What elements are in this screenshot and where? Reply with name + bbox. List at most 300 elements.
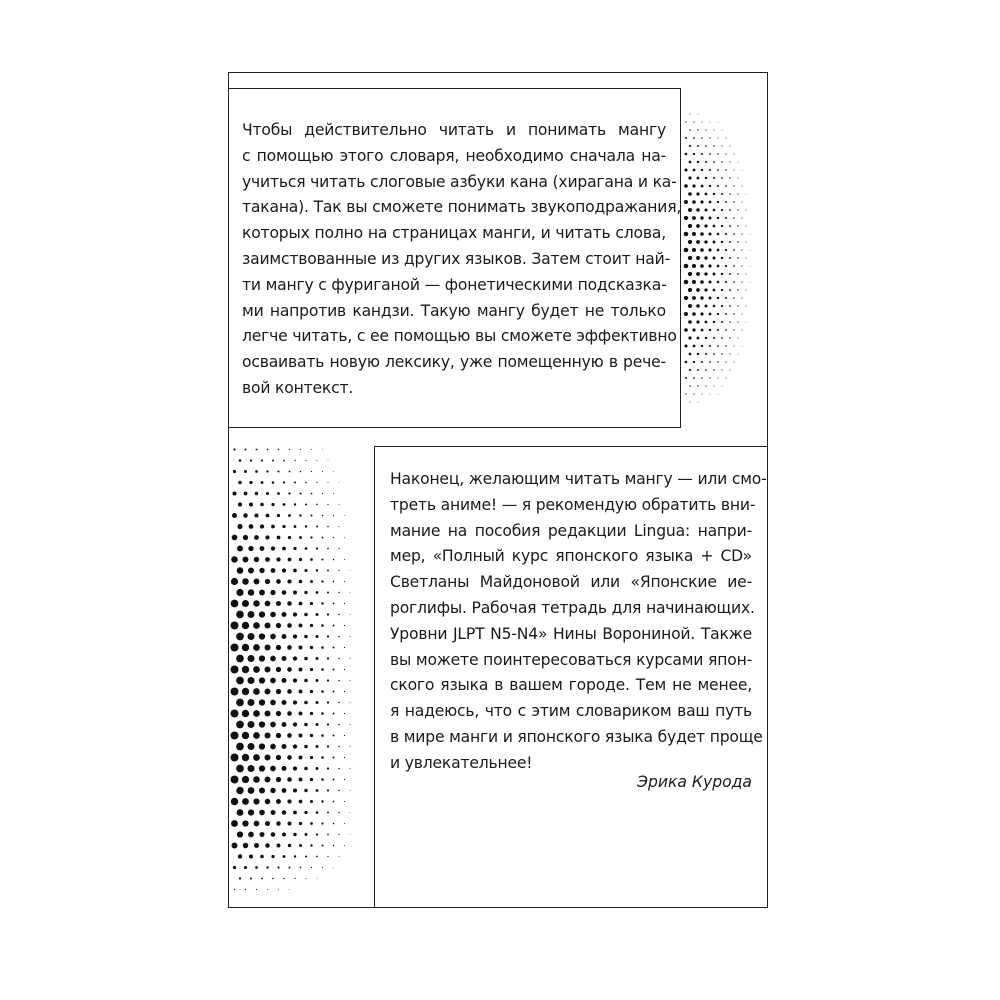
- halftone-dot: [725, 281, 727, 283]
- halftone-dot: [316, 833, 318, 835]
- text-line: роглифы. Рабочая тетрадь для начинающих.: [390, 598, 755, 617]
- halftone-dot: [304, 789, 307, 792]
- halftone-dot: [697, 129, 698, 130]
- halftone-dot: [242, 666, 249, 673]
- halftone-dot: [271, 855, 274, 858]
- halftone-dot: [741, 201, 742, 202]
- halftone-dot: [344, 691, 345, 692]
- halftone-dot: [236, 677, 244, 685]
- halftone-dot: [344, 625, 345, 626]
- halftone-dot: [270, 788, 275, 793]
- halftone-dot: [282, 547, 286, 551]
- halftone-dot: [344, 801, 345, 802]
- halftone-dot: [704, 240, 707, 243]
- halftone-dot: [287, 601, 291, 605]
- halftone-dot: [253, 644, 260, 651]
- halftone-dot: [242, 754, 249, 761]
- halftone-dot: [688, 304, 692, 308]
- halftone-dot: [282, 832, 286, 836]
- halftone-dot: [721, 273, 723, 275]
- halftone-dot: [234, 889, 235, 890]
- halftone-dot: [287, 689, 292, 694]
- halftone-dot: [230, 731, 238, 739]
- halftone-dot: [725, 329, 727, 331]
- halftone-dot: [713, 257, 716, 260]
- halftone-dot: [248, 809, 254, 815]
- halftone-dot: [688, 288, 692, 292]
- halftone-dot: [684, 344, 687, 347]
- halftone-dot: [271, 546, 275, 550]
- halftone-dot: [737, 209, 738, 210]
- halftone-dot: [733, 233, 735, 235]
- halftone-dot: [316, 767, 319, 770]
- halftone-dot: [709, 313, 712, 316]
- halftone-dot: [692, 232, 696, 236]
- halftone-dot: [244, 866, 247, 869]
- halftone-dot: [344, 845, 345, 846]
- halftone-dot: [705, 129, 706, 130]
- halftone-dot: [717, 185, 719, 187]
- halftone-dot: [322, 471, 323, 472]
- halftone-dot: [316, 745, 319, 748]
- halftone-dot: [310, 778, 313, 781]
- halftone-dot: [247, 677, 254, 684]
- halftone-dot: [344, 559, 345, 560]
- halftone-dot: [350, 724, 351, 725]
- halftone-dot: [738, 354, 739, 355]
- halftone-dot: [338, 548, 339, 549]
- text-line: мер, «Полный курс японского языка + CD»: [390, 547, 752, 566]
- halftone-dot: [299, 668, 303, 672]
- halftone-dot: [305, 855, 307, 857]
- halftone-dot: [688, 240, 692, 244]
- halftone-dot: [689, 161, 692, 164]
- halftone-dot: [746, 258, 747, 259]
- halftone-dot: [725, 297, 727, 299]
- halftone-dot: [230, 621, 238, 629]
- halftone-dot: [350, 768, 351, 769]
- halftone-dot: [276, 579, 281, 584]
- halftone-dot: [737, 337, 738, 338]
- halftone-dot: [305, 460, 306, 461]
- halftone-dot: [684, 312, 688, 316]
- halftone-dot: [344, 779, 345, 780]
- halftone-dot: [737, 321, 738, 322]
- halftone-dot: [305, 525, 307, 527]
- halftone-dot: [729, 209, 731, 211]
- halftone-dot: [265, 667, 271, 673]
- halftone-dot: [333, 669, 335, 671]
- halftone-dot: [254, 513, 258, 517]
- halftone-dot: [705, 385, 706, 386]
- halftone-dot: [700, 216, 703, 219]
- halftone-dot: [693, 377, 695, 379]
- halftone-dot: [230, 665, 238, 673]
- halftone-dot: [693, 169, 696, 172]
- halftone-dot: [270, 590, 275, 595]
- halftone-dot: [311, 515, 313, 517]
- halftone-dot: [700, 232, 704, 236]
- halftone-dot: [277, 492, 280, 495]
- halftone-dot: [709, 297, 712, 300]
- halftone-dot: [310, 580, 313, 583]
- halftone-dot: [741, 281, 742, 282]
- halftone-dot: [710, 122, 711, 123]
- halftone-dot: [717, 169, 719, 171]
- halftone-dot: [730, 370, 731, 371]
- halftone-dot: [684, 200, 688, 204]
- halftone-dot: [271, 832, 276, 837]
- halftone-dot: [304, 613, 308, 617]
- halftone-dot: [266, 470, 268, 472]
- halftone-dot: [232, 491, 236, 495]
- halftone-dot: [238, 481, 241, 484]
- halftone-dot: [333, 845, 334, 846]
- halftone-dot: [282, 766, 287, 771]
- halftone-dot: [701, 393, 702, 394]
- halftone-dot: [321, 690, 324, 693]
- halftone-dot: [293, 788, 297, 792]
- halftone-dot: [327, 701, 329, 703]
- halftone-dot: [729, 321, 731, 323]
- halftone-dot: [344, 581, 345, 582]
- halftone-dot: [705, 145, 707, 147]
- halftone-dot: [230, 753, 238, 761]
- halftone-dot: [321, 624, 324, 627]
- halftone-dot: [729, 177, 730, 178]
- halftone-dot: [700, 264, 704, 268]
- halftone-dot: [685, 121, 686, 122]
- halftone-dot: [299, 756, 303, 760]
- halftone-dot: [244, 448, 246, 450]
- halftone-dot: [270, 634, 276, 640]
- halftone-dot: [276, 623, 281, 628]
- halftone-dot: [283, 878, 284, 879]
- halftone-dot: [713, 273, 716, 276]
- halftone-dot: [294, 878, 295, 879]
- halftone-dot: [327, 789, 329, 791]
- halftone-dot: [304, 635, 308, 639]
- halftone-dot: [709, 153, 711, 155]
- halftone-dot: [322, 449, 323, 450]
- halftone-dot: [304, 701, 308, 705]
- halftone-dot: [304, 745, 308, 749]
- halftone-dot: [304, 811, 307, 814]
- halftone-dot: [310, 690, 313, 693]
- halftone-dot: [266, 866, 268, 868]
- halftone-dot: [688, 192, 692, 196]
- halftone-dot: [232, 535, 238, 541]
- halftone-dot: [289, 471, 291, 473]
- halftone-dot: [725, 249, 727, 251]
- halftone-dot: [247, 633, 254, 640]
- halftone-dot: [692, 280, 696, 284]
- halftone-dot: [338, 768, 340, 770]
- halftone-dot: [338, 658, 340, 660]
- halftone-dot: [277, 866, 279, 868]
- halftone-dot: [717, 137, 718, 138]
- halftone-dot: [697, 337, 700, 340]
- halftone-dot: [287, 755, 292, 760]
- halftone-dot: [259, 743, 265, 749]
- halftone-dot: [714, 386, 715, 387]
- halftone-dot: [316, 856, 318, 858]
- halftone-dot: [254, 843, 259, 848]
- halftone-dot: [283, 855, 286, 858]
- halftone-dot: [230, 709, 238, 717]
- halftone-dot: [717, 377, 718, 378]
- halftone-dot: [701, 137, 703, 139]
- halftone-dot: [247, 699, 254, 706]
- text-line: я надеюсь, что с этим словариком ваш путь: [390, 702, 752, 721]
- halftone-dot: [696, 240, 700, 244]
- halftone-dot: [243, 843, 249, 849]
- halftone-dot: [236, 633, 244, 641]
- halftone-dot: [293, 591, 297, 595]
- text-line: осваивать новую лексику, уже помещенную в рече-: [242, 353, 666, 372]
- halftone-dot: [684, 184, 688, 188]
- halftone-dot: [321, 646, 324, 649]
- halftone-dot: [717, 345, 719, 347]
- halftone-dot: [293, 634, 297, 638]
- halftone-dot: [718, 394, 719, 395]
- text-line: Уровни JLPT N5-N4» Нины Ворониной. Также: [390, 624, 752, 643]
- halftone-dot: [300, 493, 302, 495]
- halftone-dot: [299, 778, 303, 782]
- halftone-dot: [721, 145, 722, 146]
- halftone-dot: [713, 337, 715, 339]
- halftone-dot: [729, 337, 730, 338]
- halftone-dot: [327, 570, 329, 572]
- halftone-dot: [741, 297, 742, 298]
- halftone-dot: [729, 225, 731, 227]
- halftone-dot: [299, 624, 303, 628]
- halftone-dot: [310, 756, 313, 759]
- halftone-dot: [236, 589, 243, 596]
- halftone-dot: [705, 369, 707, 371]
- halftone-dot: [338, 746, 340, 748]
- halftone-dot: [700, 248, 704, 252]
- author-signature: Эрика Курода: [637, 773, 752, 791]
- halftone-dot: [289, 867, 291, 869]
- halftone-dot: [705, 193, 708, 196]
- halftone-dot: [310, 712, 313, 715]
- halftone-dot: [746, 194, 747, 195]
- halftone-dot: [242, 622, 249, 629]
- halftone-dot: [270, 722, 276, 728]
- halftone-dot: [259, 832, 264, 837]
- halftone-dot: [688, 336, 691, 339]
- halftone-dot: [255, 866, 258, 869]
- halftone-dot: [344, 537, 345, 538]
- halftone-dot: [721, 257, 723, 259]
- halftone-dot: [299, 690, 303, 694]
- halftone-dot: [710, 394, 711, 395]
- halftone-dot: [746, 290, 747, 291]
- halftone-dot: [708, 232, 711, 235]
- halftone-dot: [717, 217, 719, 219]
- halftone-dot: [333, 537, 334, 538]
- halftone-dot: [253, 732, 260, 739]
- halftone-dot: [721, 177, 723, 179]
- halftone-dot: [270, 678, 276, 684]
- halftone-dot: [733, 313, 734, 314]
- halftone-dot: [717, 297, 719, 299]
- halftone-dot: [350, 592, 351, 593]
- halftone-dot: [242, 798, 249, 805]
- halftone-dot: [737, 177, 738, 178]
- halftone-dot: [247, 743, 254, 750]
- text-line: заимствованные из других языков. Затем стоит най-: [242, 249, 671, 268]
- halftone-dot: [742, 170, 743, 171]
- halftone-dot: [333, 603, 335, 605]
- halftone-dot: [253, 798, 259, 804]
- halftone-dot: [253, 710, 260, 717]
- halftone-dot: [255, 492, 258, 495]
- halftone-dot: [248, 832, 254, 838]
- halftone-dot: [333, 713, 335, 715]
- halftone-dot: [734, 154, 735, 155]
- halftone-dot: [316, 789, 319, 792]
- halftone-dot: [276, 733, 281, 738]
- halftone-dot: [259, 787, 265, 793]
- halftone-dot: [721, 193, 723, 195]
- halftone-dot: [742, 330, 743, 331]
- halftone-dot: [316, 569, 318, 571]
- halftone-dot: [696, 208, 699, 211]
- halftone-dot: [726, 378, 727, 379]
- halftone-dot: [701, 329, 704, 332]
- halftone-dot: [321, 602, 323, 604]
- halftone-dot: [746, 322, 747, 323]
- halftone-dot: [287, 711, 292, 716]
- halftone-dot: [338, 614, 340, 616]
- halftone-dot: [746, 226, 747, 227]
- halftone-dot: [304, 591, 307, 594]
- halftone-dot: [725, 361, 726, 362]
- halftone-dot: [704, 224, 707, 227]
- halftone-dot: [242, 776, 249, 783]
- halftone-dot: [238, 854, 242, 858]
- halftone-dot: [253, 666, 260, 673]
- halftone-dot: [327, 812, 329, 814]
- halftone-dot: [249, 854, 253, 858]
- halftone-dot: [287, 667, 292, 672]
- halftone-dot: [705, 321, 708, 324]
- halftone-dot: [282, 656, 287, 661]
- text-line: легче читать, с ее помощью вы сможете эффективно: [242, 327, 677, 346]
- halftone-dot: [725, 153, 726, 154]
- halftone-dot: [696, 304, 699, 307]
- halftone-dot: [283, 503, 286, 506]
- halftone-dot: [233, 448, 235, 450]
- halftone-dot: [253, 600, 259, 606]
- halftone-dot: [350, 658, 351, 659]
- halftone-dot: [693, 393, 694, 394]
- halftone-dot: [688, 224, 692, 228]
- halftone-dot: [276, 755, 281, 760]
- halftone-dot: [717, 313, 719, 315]
- halftone-dot: [333, 779, 335, 781]
- halftone-dot: [259, 765, 265, 771]
- halftone-dot: [282, 525, 285, 528]
- halftone-dot: [242, 710, 249, 717]
- halftone-dot: [289, 449, 290, 450]
- halftone-dot: [704, 256, 707, 259]
- halftone-dot: [709, 137, 710, 138]
- halftone-dot: [236, 765, 244, 773]
- halftone-dot: [243, 535, 248, 540]
- halftone-dot: [328, 460, 329, 461]
- halftone-dot: [283, 460, 285, 462]
- halftone-dot: [294, 482, 296, 484]
- halftone-dot: [242, 578, 249, 585]
- halftone-dot: [270, 744, 276, 750]
- halftone-dot: [344, 735, 345, 736]
- halftone-dot: [237, 831, 243, 837]
- halftone-dot: [721, 161, 722, 162]
- halftone-dot: [259, 611, 265, 617]
- halftone-dot: [321, 822, 323, 824]
- halftone-dot: [299, 602, 303, 606]
- halftone-dot: [282, 568, 286, 572]
- halftone-dot: [232, 843, 238, 849]
- halftone-dot: [721, 305, 723, 307]
- halftone-dot: [705, 353, 707, 355]
- halftone-dot: [244, 492, 248, 496]
- halftone-dot: [305, 482, 307, 484]
- halftone-dot: [718, 122, 719, 123]
- halftone-dot: [242, 688, 249, 695]
- halftone-dot: [254, 535, 259, 540]
- halftone-dot: [248, 546, 253, 551]
- halftone-dot: [733, 201, 734, 202]
- halftone-dot: [746, 306, 747, 307]
- halftone-dot: [316, 811, 319, 814]
- halftone-dot: [316, 679, 319, 682]
- halftone-dot: [741, 265, 742, 266]
- halftone-dot: [272, 460, 274, 462]
- halftone-dot: [750, 234, 751, 235]
- halftone-dot: [236, 699, 244, 707]
- halftone-dot: [725, 233, 727, 235]
- text-line: Чтобы действительно читать и понимать мангу: [242, 121, 666, 139]
- halftone-dot: [311, 449, 312, 450]
- halftone-dot: [713, 305, 716, 308]
- halftone-dot: [265, 821, 270, 826]
- halftone-dot: [729, 193, 731, 195]
- halftone-dot: [333, 581, 335, 583]
- halftone-dot: [317, 878, 318, 879]
- halftone-dot: [684, 328, 688, 332]
- halftone-dot: [696, 192, 699, 195]
- halftone-dot: [293, 547, 296, 550]
- halftone-dot: [725, 201, 727, 203]
- halftone-dot: [260, 546, 265, 551]
- halftone-dot: [277, 470, 279, 472]
- text-line: и увлекательнее!: [390, 753, 533, 772]
- halftone-dot: [333, 801, 335, 803]
- halftone-dot: [350, 834, 351, 835]
- halftone-dot: [310, 558, 313, 561]
- halftone-dot: [316, 482, 317, 483]
- halftone-dot: [327, 548, 329, 550]
- halftone-dot: [704, 304, 707, 307]
- halftone-dot: [327, 482, 328, 483]
- halftone-dot: [277, 844, 281, 848]
- halftone-dot: [708, 264, 711, 267]
- halftone-dot: [725, 313, 727, 315]
